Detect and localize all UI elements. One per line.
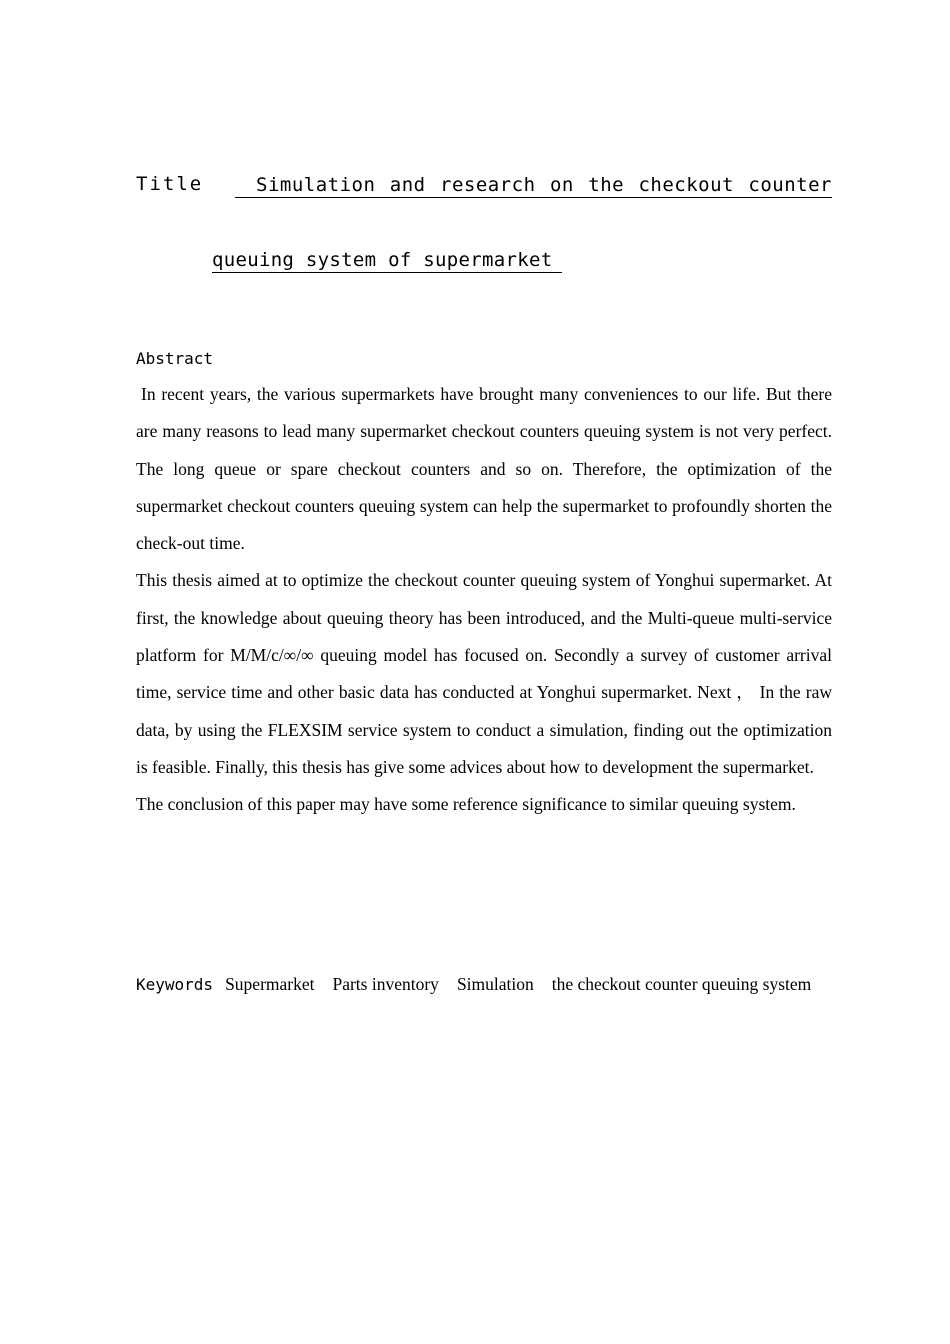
title-word: the xyxy=(588,174,625,196)
keyword: the checkout counter queuing system xyxy=(551,974,812,994)
abstract-paragraph: In recent years, the various supermarkets have brought many conveniences to our life. But there are many reasons to lead many supermarket checkout counters queuing system is not very perfect. The long queue or spare checkout counters and so on. Therefore, the optimization of the supermarket checkout counters queuing system can help the supermarket to profoundly shorten the check-out time. xyxy=(136,384,832,554)
keyword: Supermarket xyxy=(225,974,315,994)
abstract-heading: Abstract xyxy=(136,349,214,368)
title-word: on xyxy=(549,174,574,196)
title-line-2: queuing system of supermarket xyxy=(212,248,562,273)
title-word: Simulation xyxy=(256,174,376,196)
keywords-label: Keywords xyxy=(136,975,214,994)
keyword: Simulation xyxy=(456,974,534,994)
title-word: counter xyxy=(748,174,832,196)
title-row xyxy=(136,173,832,199)
title-word: research xyxy=(440,174,536,196)
keywords-section xyxy=(136,972,832,997)
title-word: checkout xyxy=(638,174,734,196)
title-line-1 xyxy=(235,173,832,198)
abstract-paragraph: This thesis aimed at to optimize the checkout counter queuing system of Yonghui supermarket. At first, the knowledge about queuing theory has been introduced, and the Multi-queue multi-service platform for M/M/c/∞/∞ queuing model has focused on. Secondly a survey of customer arrival time, service time and other basic data has conducted at Yonghui supermarket. Next ， In the raw data, by using the FLEXSIM service system to conduct a simulation, finding out the optimization is feasible. Finally, this thesis has give some advices about how to development the supermarket. xyxy=(136,570,832,777)
title-label: Title xyxy=(136,173,204,195)
title-word: and xyxy=(389,174,426,196)
abstract-body xyxy=(136,376,832,824)
abstract-paragraph: The conclusion of this paper may have some reference significance to similar queuing system. xyxy=(136,794,796,815)
keyword: Parts inventory xyxy=(332,974,439,994)
